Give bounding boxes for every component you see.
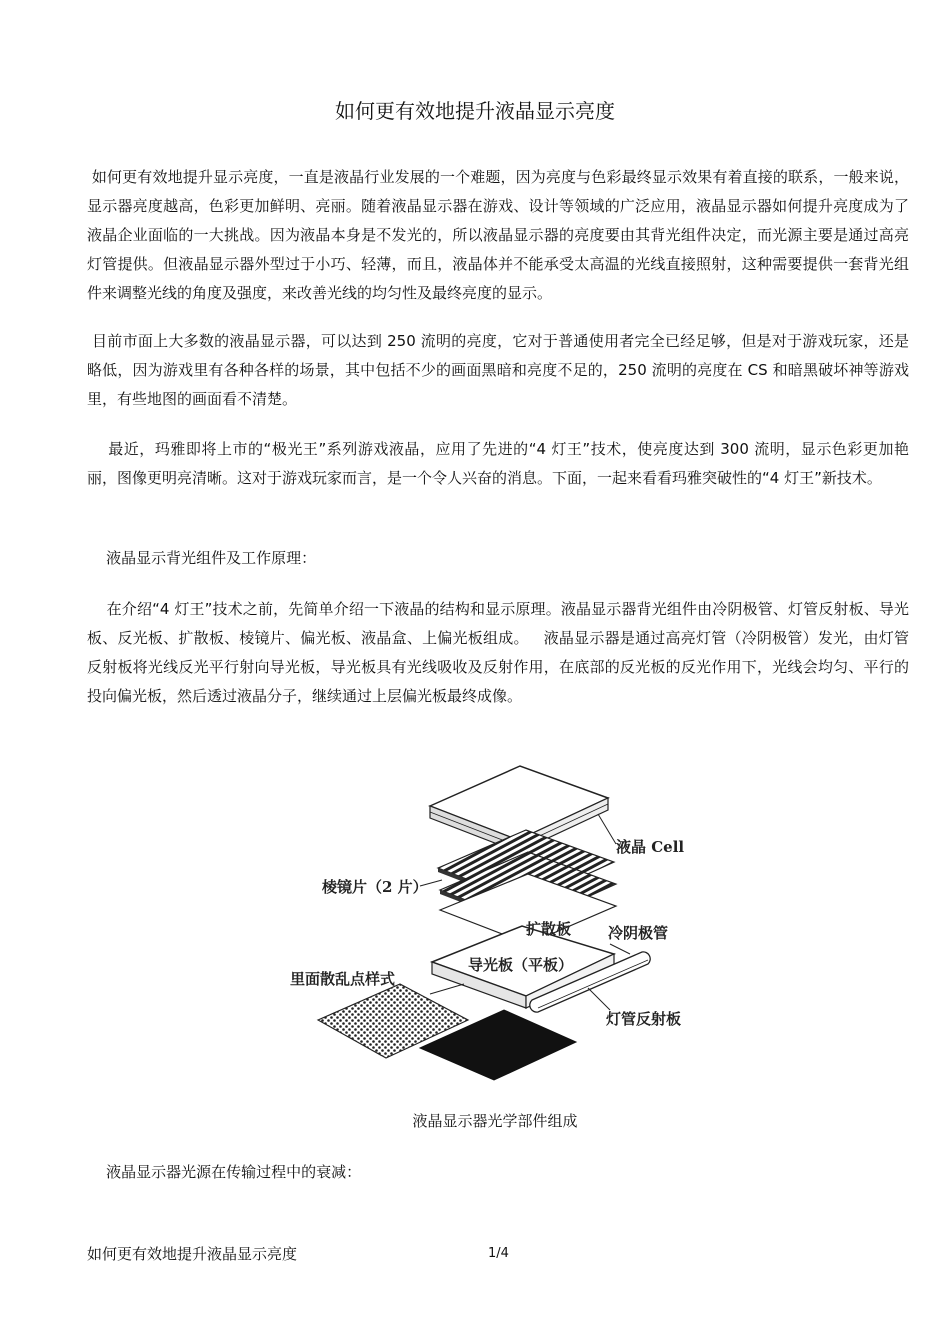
paragraph-product: 最近，玛雅即将上市的“极光王”系列游戏液晶，应用了先进的“4 灯王”技术，使亮度达到 300 流明，显示色彩更加艳丽，图像更明亮清晰。这对于游戏玩家而言，是一个令人兴奋的消息。下面，一起来看看玛雅突破性的“4 灯王”新技术。 [87, 440, 909, 487]
page-number: 1/4 [488, 1246, 509, 1261]
section-heading-backlight: 液晶显示背光组件及工作原理： [87, 549, 317, 567]
label-light-guide: 导光板（平板） [468, 956, 574, 974]
section-heading-attenuation: 液晶显示器光源在传输过程中的衰减： [87, 1163, 362, 1181]
label-diffuser: 扩散板 [526, 920, 572, 938]
page-title: 如何更有效地提升液晶显示亮度 [335, 99, 615, 123]
label-lamp-reflector: 灯管反射板 [606, 1010, 682, 1028]
paragraph-principle: 在介绍“4 灯王”技术之前，先简单介绍一下液晶的结构和显示原理。液晶显示器背光组件由冷阴极管、灯管反射板、导光板、反光板、扩散板、棱镜片、偏光板、液晶盒、上偏光板组成。 液晶显示器是通过高亮灯管（冷阴极管）发光，由灯管反射板将光线反光平行射向导光板，导光板具有光线吸收及反射作用，在底部的反光板的反光作用下，光线会均匀、平行的投向偏光板，然后透过液晶分子，继续通过上层偏光板最终成像。 [87, 600, 910, 705]
label-prism: 棱镜片（2 片） [322, 878, 428, 896]
figure-caption: 液晶显示器光学部件组成 [412, 1112, 578, 1130]
label-lcd-cell: 液晶 Cell [616, 838, 685, 856]
footer-title: 如何更有效地提升液晶显示亮度 [87, 1245, 298, 1263]
paragraph-market: 目前市面上大多数的液晶显示器，可以达到 250 流明的亮度，它对于普通使用者完全已经足够，但是对于游戏玩家，还是略低，因为游戏里有各种各样的场景，其中包括不少的画面黑暗和亮度不足的，250 流明的亮度在 CS 和暗黑破坏神等游戏里，有些地图的画面看不清楚。 [87, 332, 909, 408]
backlight-diagram [270, 758, 710, 1088]
label-dot-pattern: 里面散乱点样式 [290, 970, 396, 988]
paragraph-intro: 如何更有效地提升显示亮度，一直是液晶行业发展的一个难题，因为亮度与色彩最终显示效果有着直接的联系，一般来说，显示器亮度越高，色彩更加鲜明、亮丽。随着液晶显示器在游戏、设计等领域的广泛应用，液晶显示器如何提升亮度成为了液晶企业面临的一大挑战。因为液晶本身是不发光的，所以液晶显示器的亮度要由其背光组件决定，而光源主要是通过高亮灯管提供。但液晶显示器外型过于小巧、轻薄，而且，液晶体并不能承受太高温的光线直接照射，这种需要提供一套背光组件来调整光线的角度及强度，来改善光线的均匀性及最终亮度的显示。 [87, 168, 909, 302]
label-ccfl: 冷阴极管 [608, 924, 669, 942]
